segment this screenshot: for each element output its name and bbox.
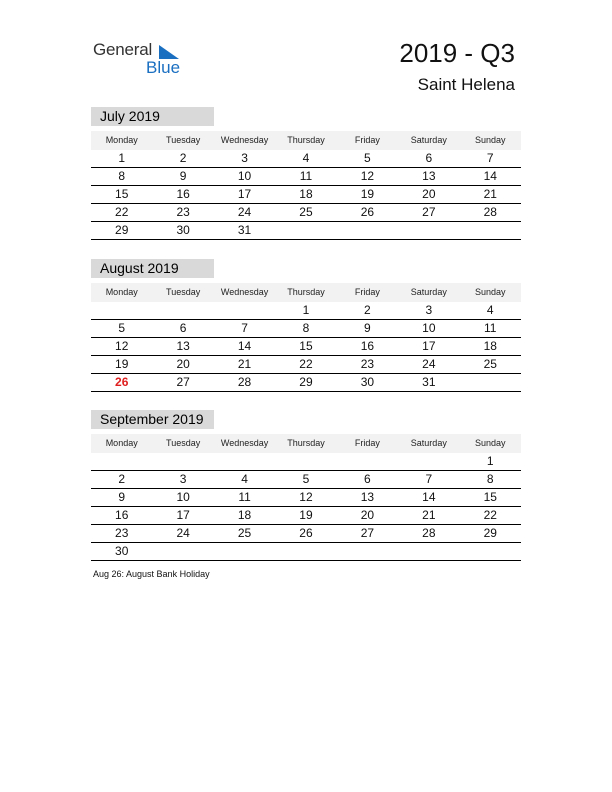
day-cell: 8 bbox=[486, 472, 494, 486]
day-cell: 3 bbox=[179, 472, 187, 486]
day-cell: 13 bbox=[360, 490, 375, 504]
day-cell bbox=[275, 453, 336, 470]
weekday-header-row bbox=[91, 283, 521, 302]
day-cell: 26 bbox=[360, 205, 375, 219]
day-cell: 7 bbox=[425, 472, 433, 486]
day-cell: 19 bbox=[360, 187, 375, 201]
day-cell: 12 bbox=[115, 339, 129, 353]
day-cell: 1 bbox=[302, 303, 310, 317]
weekday-label: Monday bbox=[105, 135, 138, 145]
day-cell bbox=[214, 302, 275, 319]
day-cell: 15 bbox=[115, 187, 129, 201]
weekday-label: Tuesday bbox=[166, 438, 201, 448]
day-cell bbox=[398, 453, 459, 470]
month-calendar bbox=[91, 259, 521, 392]
day-cell: 23 bbox=[176, 205, 190, 219]
day-cell: 25 bbox=[237, 526, 252, 540]
day-cell: 16 bbox=[176, 187, 190, 201]
day-cell bbox=[91, 453, 152, 470]
day-cell: 22 bbox=[483, 508, 497, 522]
day-cell: 24 bbox=[422, 357, 436, 371]
logo-blue-text: Blue bbox=[146, 58, 181, 77]
day-cell: 29 bbox=[299, 375, 313, 389]
day-cell: 4 bbox=[302, 151, 310, 165]
day-cell: 2 bbox=[179, 151, 187, 165]
day-cell: 21 bbox=[422, 508, 436, 522]
weekday-label: Saturday bbox=[410, 287, 447, 297]
week-row bbox=[91, 222, 521, 240]
day-cell: 10 bbox=[176, 490, 190, 504]
day-cell: 4 bbox=[486, 303, 494, 317]
weekday-label: Thursday bbox=[287, 287, 325, 297]
day-cell: 19 bbox=[115, 357, 129, 371]
weekday-label: Wednesday bbox=[220, 438, 269, 448]
day-cell: 1 bbox=[486, 454, 494, 468]
day-cell: 18 bbox=[483, 339, 497, 353]
day-cell: 21 bbox=[483, 187, 497, 201]
day-cell: 18 bbox=[237, 508, 252, 522]
week-row bbox=[91, 543, 521, 561]
day-cell bbox=[460, 543, 521, 560]
day-cell: 22 bbox=[299, 357, 313, 371]
day-cell bbox=[398, 222, 459, 239]
day-cell: 7 bbox=[241, 321, 248, 335]
weekday-label: Friday bbox=[354, 438, 380, 448]
day-cell: 3 bbox=[241, 151, 248, 165]
day-cell: 25 bbox=[483, 357, 497, 371]
day-cell bbox=[152, 302, 213, 319]
week-row bbox=[91, 338, 521, 356]
day-cell bbox=[152, 453, 213, 470]
week-row bbox=[91, 356, 521, 374]
day-cell bbox=[214, 543, 275, 560]
week-row bbox=[91, 186, 521, 204]
day-cell: 7 bbox=[486, 151, 494, 165]
page-title: 2019 - Q3 bbox=[399, 38, 515, 68]
day-cell: 8 bbox=[302, 321, 310, 335]
weekday-label: Thursday bbox=[287, 438, 325, 448]
day-cell: 20 bbox=[422, 187, 436, 201]
day-cell: 15 bbox=[299, 339, 313, 353]
weekday-label: Friday bbox=[354, 287, 380, 297]
week-row bbox=[91, 204, 521, 222]
day-cell: 1 bbox=[118, 151, 126, 165]
day-cell: 9 bbox=[179, 169, 187, 183]
weekday-label: Tuesday bbox=[166, 135, 201, 145]
day-cell: 24 bbox=[237, 205, 252, 219]
day-cell: 10 bbox=[237, 169, 252, 183]
day-cell bbox=[152, 543, 213, 560]
holiday-day-cell: 26 bbox=[115, 375, 129, 389]
month-calendar bbox=[91, 107, 521, 240]
day-cell: 28 bbox=[483, 205, 497, 219]
weekday-label: Sunday bbox=[474, 135, 506, 145]
day-cell: 27 bbox=[176, 375, 190, 389]
day-cell bbox=[214, 453, 275, 470]
day-cell: 28 bbox=[422, 526, 436, 540]
generalblue-logo bbox=[93, 40, 193, 80]
day-cell: 14 bbox=[422, 490, 436, 504]
day-cell bbox=[337, 222, 398, 239]
day-cell: 18 bbox=[299, 187, 313, 201]
day-cell: 16 bbox=[360, 339, 375, 353]
day-cell: 31 bbox=[237, 223, 252, 237]
country-name: Saint Helena bbox=[417, 75, 515, 94]
day-cell: 28 bbox=[237, 375, 252, 389]
day-cell: 27 bbox=[360, 526, 375, 540]
day-cell: 30 bbox=[360, 375, 375, 389]
weekday-label: Friday bbox=[354, 135, 380, 145]
week-row bbox=[91, 302, 521, 320]
weekday-label: Sunday bbox=[474, 287, 506, 297]
day-cell: 22 bbox=[115, 205, 129, 219]
day-cell: 31 bbox=[422, 375, 436, 389]
weekday-label: Monday bbox=[105, 287, 138, 297]
day-cell: 11 bbox=[299, 169, 313, 183]
week-row bbox=[91, 489, 521, 507]
weekday-label: Wednesday bbox=[220, 135, 269, 145]
day-cell: 6 bbox=[364, 472, 371, 486]
day-cell: 20 bbox=[360, 508, 375, 522]
weekday-label: Saturday bbox=[410, 438, 447, 448]
day-cell bbox=[337, 453, 398, 470]
day-cell: 2 bbox=[364, 303, 371, 317]
day-cell: 10 bbox=[422, 321, 436, 335]
day-cell: 13 bbox=[176, 339, 190, 353]
day-cell: 16 bbox=[115, 508, 129, 522]
week-row bbox=[91, 471, 521, 489]
day-cell: 23 bbox=[360, 357, 375, 371]
logo-general-text: General bbox=[93, 40, 153, 59]
day-cell bbox=[275, 543, 336, 560]
day-cell: 5 bbox=[302, 472, 310, 486]
day-cell: 25 bbox=[299, 205, 313, 219]
day-cell: 21 bbox=[237, 357, 252, 371]
day-cell bbox=[337, 543, 398, 560]
day-cell: 5 bbox=[364, 151, 371, 165]
holiday-note: Aug 26: August Bank Holiday bbox=[93, 569, 210, 579]
day-cell: 11 bbox=[238, 490, 251, 504]
weekday-label: Monday bbox=[105, 438, 138, 448]
month-title: August 2019 bbox=[91, 259, 214, 278]
day-cell: 5 bbox=[118, 321, 126, 335]
day-cell: 13 bbox=[422, 169, 436, 183]
day-cell: 19 bbox=[299, 508, 313, 522]
day-cell: 24 bbox=[176, 526, 190, 540]
day-cell: 27 bbox=[422, 205, 436, 219]
day-cell: 9 bbox=[364, 321, 371, 335]
weekday-label: Tuesday bbox=[166, 287, 201, 297]
month-title: July 2019 bbox=[91, 107, 214, 126]
day-cell: 15 bbox=[483, 490, 497, 504]
day-cell: 29 bbox=[483, 526, 497, 540]
day-cell: 12 bbox=[360, 169, 375, 183]
day-cell: 3 bbox=[425, 303, 433, 317]
month-calendar bbox=[91, 410, 521, 561]
day-cell: 26 bbox=[299, 526, 313, 540]
day-cell: 11 bbox=[484, 321, 497, 335]
weekday-label: Sunday bbox=[474, 438, 506, 448]
day-cell: 30 bbox=[176, 223, 190, 237]
day-cell bbox=[460, 222, 521, 239]
day-cell: 12 bbox=[299, 490, 313, 504]
weekday-label: Wednesday bbox=[220, 287, 269, 297]
week-row bbox=[91, 525, 521, 543]
weekday-label: Thursday bbox=[287, 135, 325, 145]
day-cell: 9 bbox=[118, 490, 126, 504]
week-row bbox=[91, 374, 521, 392]
day-cell bbox=[275, 222, 336, 239]
day-cell: 8 bbox=[118, 169, 126, 183]
month-title: September 2019 bbox=[91, 410, 214, 429]
day-cell: 29 bbox=[115, 223, 129, 237]
day-cell: 17 bbox=[176, 508, 190, 522]
day-cell: 6 bbox=[179, 321, 187, 335]
week-row bbox=[91, 320, 521, 338]
day-cell: 14 bbox=[237, 339, 252, 353]
week-row bbox=[91, 453, 521, 471]
day-cell: 6 bbox=[425, 151, 433, 165]
day-cell: 23 bbox=[115, 526, 129, 540]
week-row bbox=[91, 168, 521, 186]
weekday-label: Saturday bbox=[410, 135, 447, 145]
day-cell bbox=[460, 374, 521, 391]
weekday-header-row bbox=[91, 434, 521, 453]
day-cell: 4 bbox=[241, 472, 248, 486]
day-cell bbox=[91, 302, 152, 319]
weekday-header-row bbox=[91, 131, 521, 150]
day-cell: 30 bbox=[115, 544, 129, 558]
day-cell: 17 bbox=[237, 187, 252, 201]
week-row bbox=[91, 150, 521, 168]
week-row bbox=[91, 507, 521, 525]
day-cell: 17 bbox=[422, 339, 436, 353]
day-cell: 20 bbox=[176, 357, 190, 371]
day-cell: 14 bbox=[483, 169, 497, 183]
day-cell: 2 bbox=[118, 472, 126, 486]
day-cell bbox=[398, 543, 459, 560]
